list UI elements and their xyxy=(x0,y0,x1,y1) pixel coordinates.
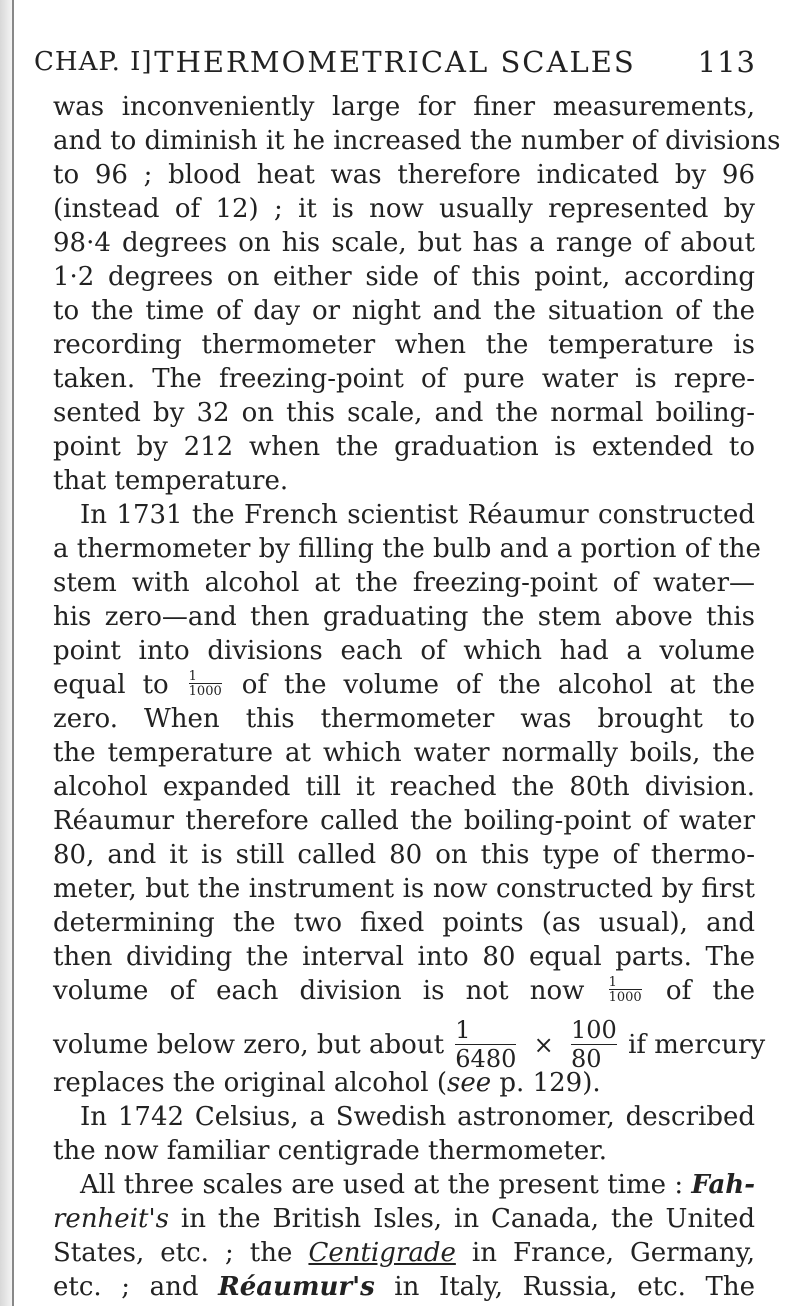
page-reference: p. 129). xyxy=(499,1068,601,1098)
text-line: taken. The freezing-point of pure water is repre- xyxy=(53,364,755,394)
text-line: 1·2 degrees on either side of this point, according xyxy=(53,262,755,292)
text-line xyxy=(53,1066,755,1100)
fraction-one-thousandth xyxy=(189,670,222,698)
running-title: THERMOMETRICAL SCALES xyxy=(154,45,636,79)
page-number: 113 xyxy=(697,45,756,79)
text-line: 98·4 degrees on his scale, but has a range of about xyxy=(53,228,755,258)
text-line: to the time of day or night and the situation of the xyxy=(53,296,755,326)
fraction-tail: of the volume of the alcohol at the xyxy=(241,670,755,700)
fahrenheit-emphasis: Fah- xyxy=(691,1170,755,1200)
text-line-fraction xyxy=(53,974,755,1008)
text-line: In 1742 Celsius, a Swedish astronomer, described xyxy=(80,1102,755,1132)
text-line: and to diminish it he increased the number of divisions xyxy=(53,126,781,156)
text-line: Réaumur therefore called the boiling-point of water xyxy=(53,806,755,836)
reaumur-emphasis: Réaumur's xyxy=(218,1272,375,1302)
fraction-numerator: 1 xyxy=(455,1016,471,1044)
text-line: recording thermometer when the temperature is xyxy=(53,330,755,360)
text-line: the temperature at which water normally boils, the xyxy=(53,738,755,768)
multiply-sign: × xyxy=(533,1031,554,1059)
text-fragment: All three scales are used at the present time : xyxy=(80,1170,684,1200)
fraction-denominator: 6480 xyxy=(455,1045,517,1073)
text-fragment: in Italy, Russia, etc. The xyxy=(394,1272,755,1302)
fraction-numerator: 1 xyxy=(608,975,617,990)
text-line: a thermometer by filling the bulb and a portion of the xyxy=(53,534,761,564)
text-fragment: replaces the original alcohol ( xyxy=(53,1068,448,1098)
see-emphasis: see xyxy=(447,1068,492,1098)
text-line: was inconveniently large for finer measurements, xyxy=(53,92,755,122)
text-line: that temperature. xyxy=(53,466,289,496)
fraction-100-over-80 xyxy=(571,1018,617,1071)
fraction-denominator: 1000 xyxy=(188,684,222,699)
text-line: In 1731 the French scientist Réaumur constructed xyxy=(80,500,755,530)
fraction-lead: equal to xyxy=(53,670,169,700)
fraction-numerator: 100 xyxy=(571,1016,617,1044)
centigrade-emphasis: Centigrade xyxy=(308,1238,456,1268)
fraction-tail: of the xyxy=(665,976,755,1006)
text-line-compound-fraction xyxy=(53,1016,766,1073)
text-fragment: in the British Isles, in Canada, the United xyxy=(180,1204,756,1234)
text-line: his zero—and then graduating the stem above this xyxy=(53,602,755,632)
text-line: then dividing the interval into 80 equal parts. The xyxy=(53,942,755,972)
text-fragment: in France, Germany, xyxy=(471,1238,756,1268)
text-line: (instead of 12) ; it is now usually represented by xyxy=(53,194,755,224)
running-header xyxy=(34,42,756,82)
text-line xyxy=(53,1236,755,1270)
text-fragment: etc. ; and xyxy=(53,1272,199,1302)
fraction-denominator: 1000 xyxy=(608,990,642,1005)
text-line: determining the two fixed points (as usual), and xyxy=(53,908,755,938)
fraction-numerator: 1 xyxy=(188,669,197,684)
fraction-one-thousandth xyxy=(609,976,642,1004)
fraction-1-over-6480 xyxy=(455,1018,516,1071)
text-line: sented by 32 on this scale, and the normal boiling- xyxy=(53,398,755,428)
fraction-lead: volume below zero, but about xyxy=(53,1030,445,1060)
text-line: stem with alcohol at the freezing-point of water— xyxy=(53,568,755,598)
fahrenheit-emphasis: renheit's xyxy=(53,1204,169,1234)
text-line: alcohol expanded till it reached the 80th division. xyxy=(53,772,755,802)
text-line: the now familiar centigrade thermometer. xyxy=(53,1136,608,1166)
text-line xyxy=(53,1270,755,1304)
fraction-lead: volume of each division is not now xyxy=(53,976,585,1006)
fraction-tail: if mercury xyxy=(628,1030,766,1060)
fraction-denominator: 80 xyxy=(571,1044,617,1071)
text-line-fraction xyxy=(53,668,755,702)
text-line: meter, but the instrument is now constructed by first xyxy=(53,874,755,904)
text-line: point by 212 when the graduation is extended to xyxy=(53,432,755,462)
text-line xyxy=(53,1202,755,1236)
chapter-label: CHAP. I] xyxy=(34,47,153,77)
text-line xyxy=(80,1168,755,1202)
text-line: 80, and it is still called 80 on this type of thermo- xyxy=(53,840,755,870)
book-spine-edge xyxy=(0,0,14,1306)
text-fragment: States, etc. ; the xyxy=(53,1238,293,1268)
text-line: zero. When this thermometer was brought to xyxy=(53,704,755,734)
text-line: to 96 ; blood heat was therefore indicated by 96 xyxy=(53,160,755,190)
text-line: point into divisions each of which had a volume xyxy=(53,636,755,666)
